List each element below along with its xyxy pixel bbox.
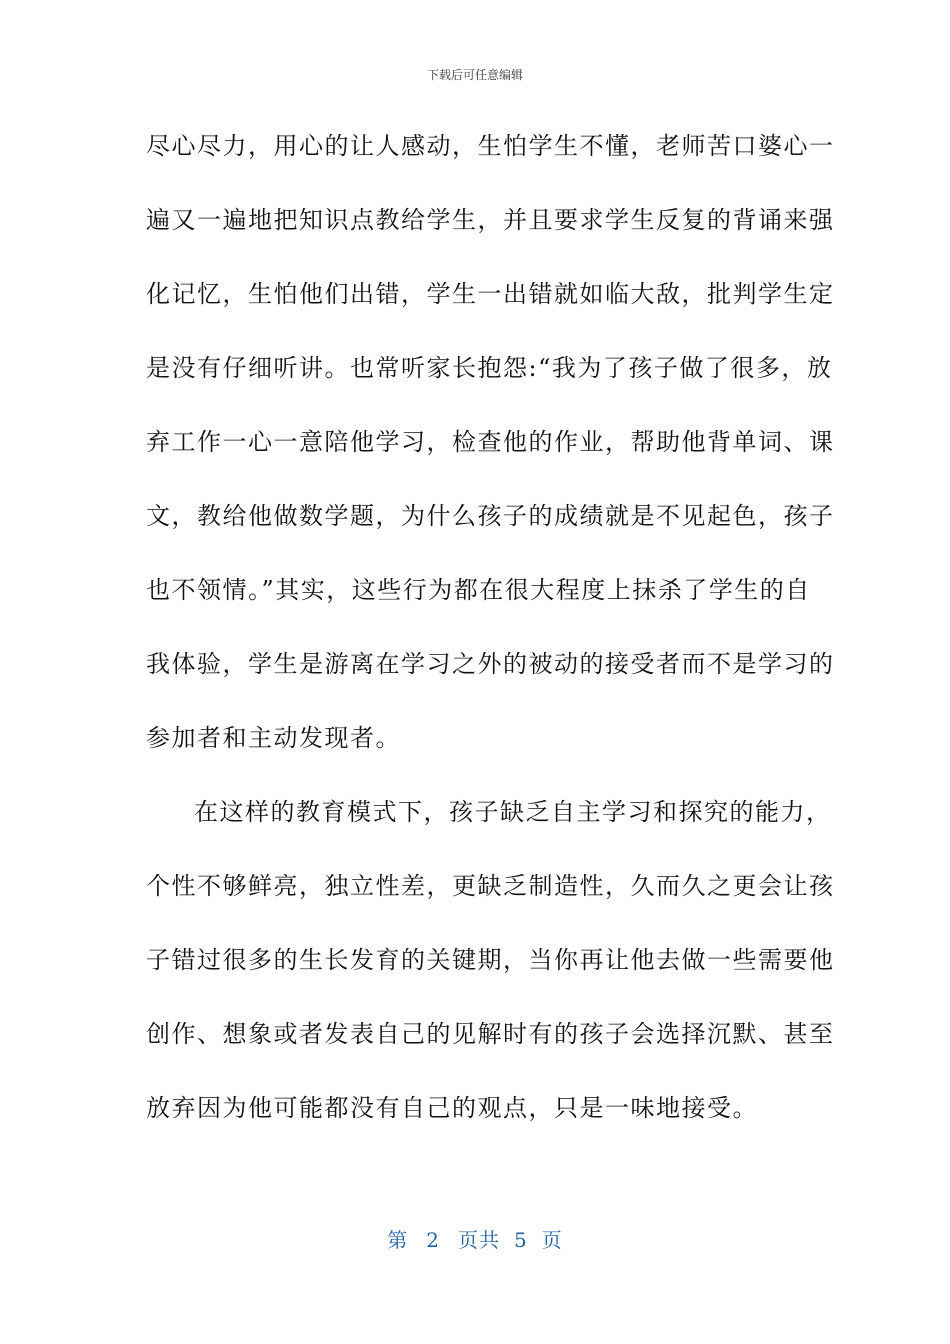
text-line: 参加者和主动发现者。 <box>146 724 401 752</box>
text-line: 子错过很多的生长发育的关键期，当你再让他去做一些需要他 <box>146 946 835 974</box>
footer-suffix: 页 <box>541 1228 563 1252</box>
text-line: 也不领情。”其实，这些行为都在很大程度上抹杀了学生的自 <box>146 576 811 604</box>
text-line: 是没有仔细听讲。也常听家长抱怨:“我为了孩子做了很多，放 <box>146 354 833 382</box>
text-line: 放弃因为他可能都没有自己的观点，只是一味地接受。 <box>146 1094 758 1122</box>
text-line: 尽心尽力，用心的让人感动，生怕学生不懂，老师苦口婆心一 <box>146 132 835 160</box>
text-line: 个性不够鲜亮，独立性差，更缺乏制造性，久而久之更会让孩 <box>146 872 835 900</box>
footer-prefix: 第 <box>387 1228 409 1252</box>
page-footer <box>0 1224 950 1253</box>
document-body <box>146 124 835 1160</box>
text-line: 弃工作一心一意陪他学习，检查他的作业，帮助他背单词、课 <box>146 428 835 456</box>
text-line-paragraph-start: 在这样的教育模式下，孩子缺乏自主学习和探究的能力， <box>194 798 832 826</box>
footer-current-page: 2 <box>426 1228 440 1252</box>
text-line: 化记忆，生怕他们出错，学生一出错就如临大敌，批判学生定 <box>146 280 835 308</box>
footer-middle: 页共 <box>458 1228 500 1252</box>
text-line: 文，教给他做数学题，为什么孩子的成绩就是不见起色，孩子 <box>146 502 835 530</box>
text-line: 遍又一遍地把知识点教给学生，并且要求学生反复的背诵来强 <box>146 206 835 234</box>
footer-total-pages: 5 <box>514 1228 528 1252</box>
page-header-note: 下载后可任意编辑 <box>426 68 523 82</box>
text-line: 创作、想象或者发表自己的见解时有的孩子会选择沉默、甚至 <box>146 1020 835 1048</box>
text-line: 我体验，学生是游离在学习之外的被动的接受者而不是学习的 <box>146 650 835 678</box>
